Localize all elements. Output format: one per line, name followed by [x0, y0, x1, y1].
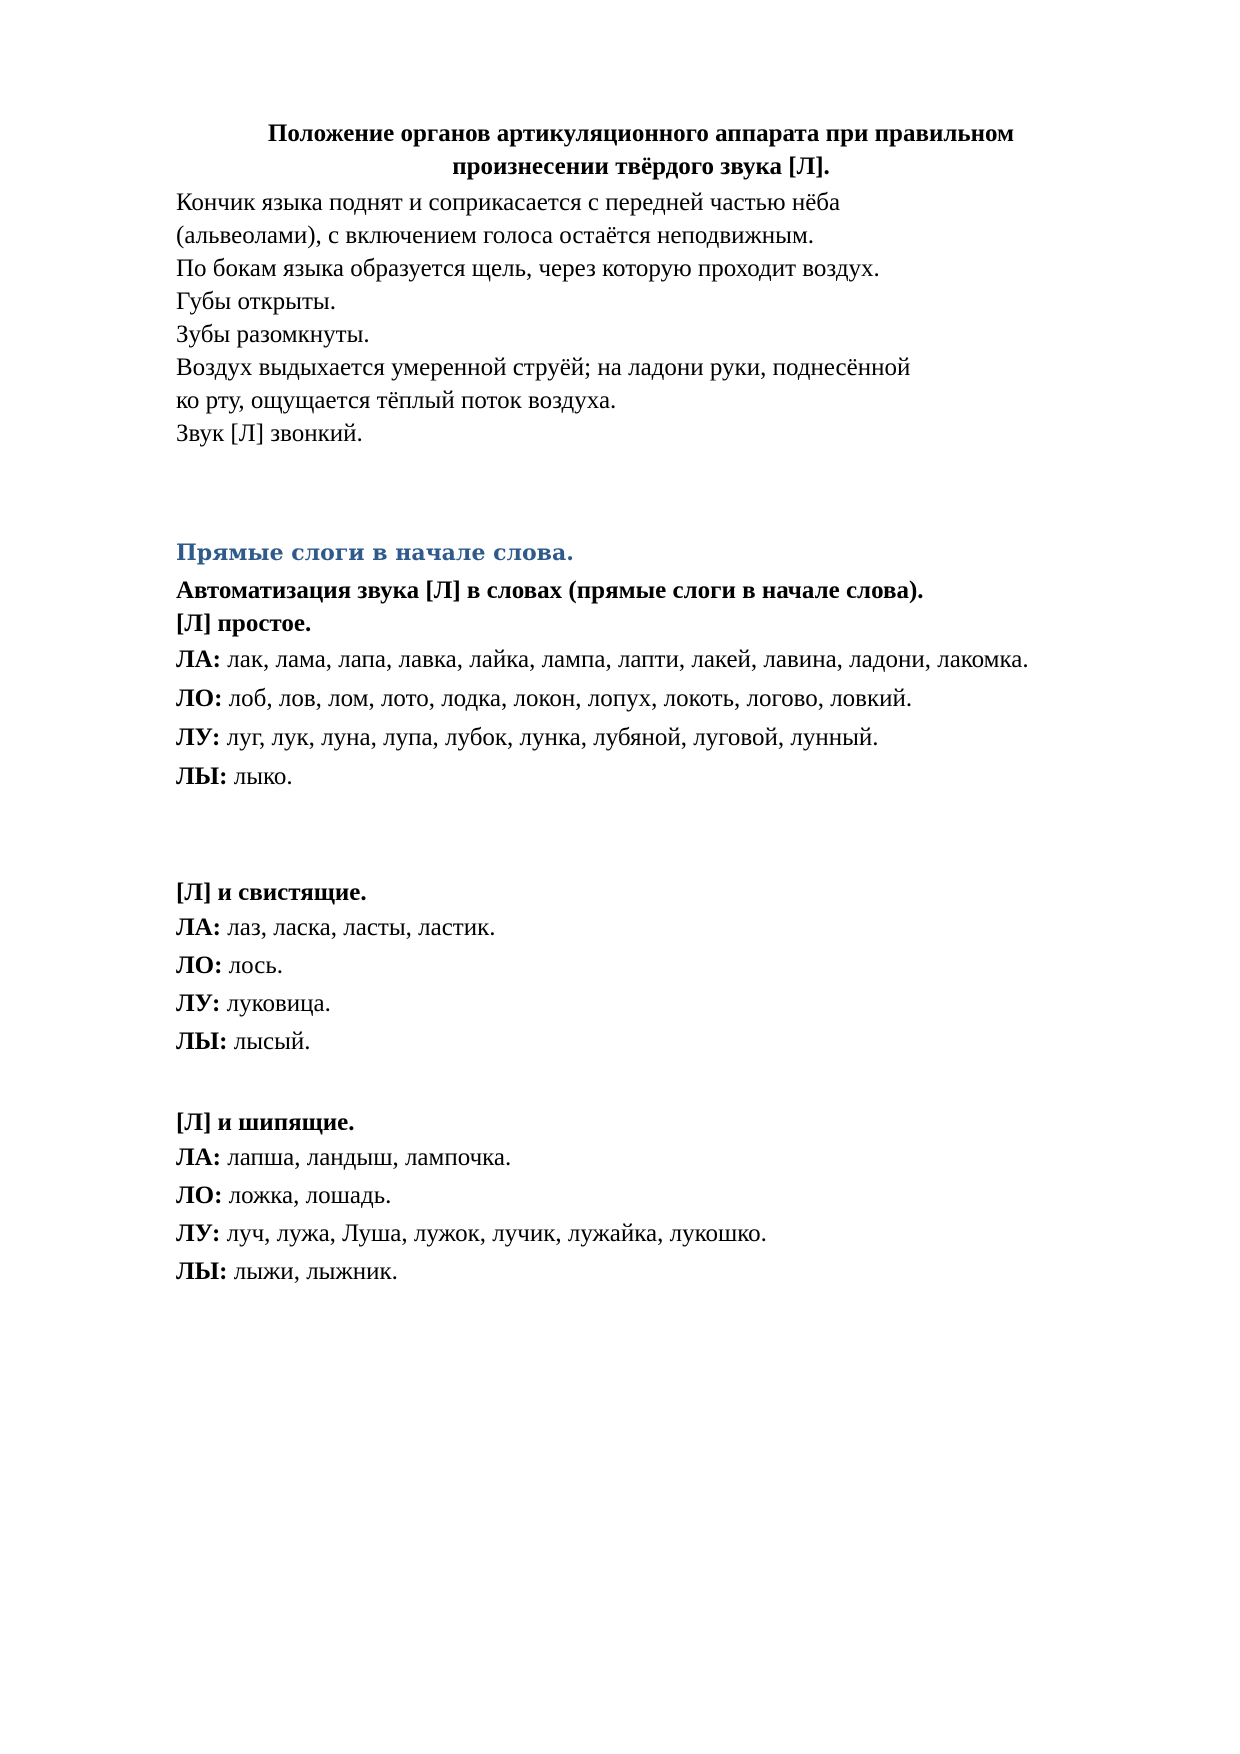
syllable-label: ЛУ:: [176, 1220, 221, 1247]
word-row: [176, 1023, 1096, 1061]
syllable-label: ЛО:: [176, 1182, 223, 1209]
word-row: [176, 1177, 1096, 1215]
word-row: [176, 1139, 1096, 1177]
intro-line: Воздух выдыхается умеренной струёй; на ладони руки, поднесённой: [176, 354, 911, 381]
word-list: лыжи, лыжник.: [227, 1258, 398, 1285]
intro-line: (альвеолами), с включением голоса остаётся неподвижным.: [176, 222, 815, 249]
intro-line: Губы открыты.: [176, 288, 336, 315]
syllable-label: ЛУ:: [176, 990, 221, 1017]
word-list: лысый.: [227, 1028, 311, 1055]
word-list: луг, лук, луна, лупа, лубок, лунка, лубяной, луговой, лунный.: [220, 724, 879, 751]
syllable-label: ЛУ:: [176, 724, 221, 751]
document-title: [176, 117, 1106, 183]
word-list: ложка, лошадь.: [222, 1182, 392, 1209]
syllable-label: ЛЫ:: [176, 763, 228, 790]
word-row: [176, 947, 1096, 985]
syllable-label: ЛЫ:: [176, 1028, 228, 1055]
automation-heading: Автоматизация звука [Л] в словах (прямые слоги в начале слова).: [176, 577, 924, 604]
syllable-label: ЛО:: [176, 952, 223, 979]
word-list: лыко.: [227, 763, 293, 790]
word-row: [176, 718, 1096, 757]
simple-l-heading: [Л] простое.: [176, 610, 312, 637]
syllable-label: ЛА:: [176, 914, 222, 941]
word-list: лоб, лов, лом, лото, лодка, локон, лопух, локоть, логово, ловкий.: [222, 685, 913, 712]
syllable-label: ЛА:: [176, 1144, 222, 1171]
word-row: [176, 679, 1096, 718]
word-row: [176, 1215, 1096, 1253]
word-row: [176, 1253, 1096, 1291]
word-row: [176, 640, 1096, 679]
simple-l-block: [176, 574, 1096, 796]
word-list: луковица.: [220, 990, 331, 1017]
whistling-block: [176, 876, 1096, 1061]
word-list: луч, лужа, Луша, лужок, лучик, лужайка, лукошко.: [220, 1220, 767, 1247]
articulation-description: [176, 186, 1096, 450]
title-line-1: Положение органов артикуляционного аппарата при правильном: [267, 120, 1015, 147]
title-line-2: произнесении твёрдого звука [Л].: [452, 153, 830, 180]
word-row: [176, 909, 1096, 947]
intro-line: Звук [Л] звонкий.: [176, 420, 363, 447]
intro-line: Кончик языка поднят и соприкасается с передней частью нёба: [176, 189, 841, 216]
syllable-label: ЛО:: [176, 685, 223, 712]
syllable-label: ЛА:: [176, 646, 222, 673]
word-row: [176, 757, 1096, 796]
section-heading: Прямые слоги в начале слова.: [176, 540, 574, 566]
word-list: лось.: [222, 952, 284, 979]
intro-line: Зубы разомкнуты.: [176, 321, 370, 348]
word-row: [176, 985, 1096, 1023]
syllable-label: ЛЫ:: [176, 1258, 228, 1285]
word-list: лак, лама, лапа, лавка, лайка, лампа, лапти, лакей, лавина, ладони, лакомка.: [221, 646, 1029, 673]
word-list: лаз, ласка, ласты, ластик.: [221, 914, 496, 941]
hissing-block: [176, 1106, 1096, 1291]
intro-line: По бокам языка образуется щель, через которую проходит воздух.: [176, 255, 880, 282]
intro-line: ко рту, ощущается тёплый поток воздуха.: [176, 387, 617, 414]
whistling-heading: [Л] и свистящие.: [176, 879, 367, 906]
hissing-heading: [Л] и шипящие.: [176, 1109, 355, 1136]
word-list: лапша, ландыш, лампочка.: [221, 1144, 512, 1171]
